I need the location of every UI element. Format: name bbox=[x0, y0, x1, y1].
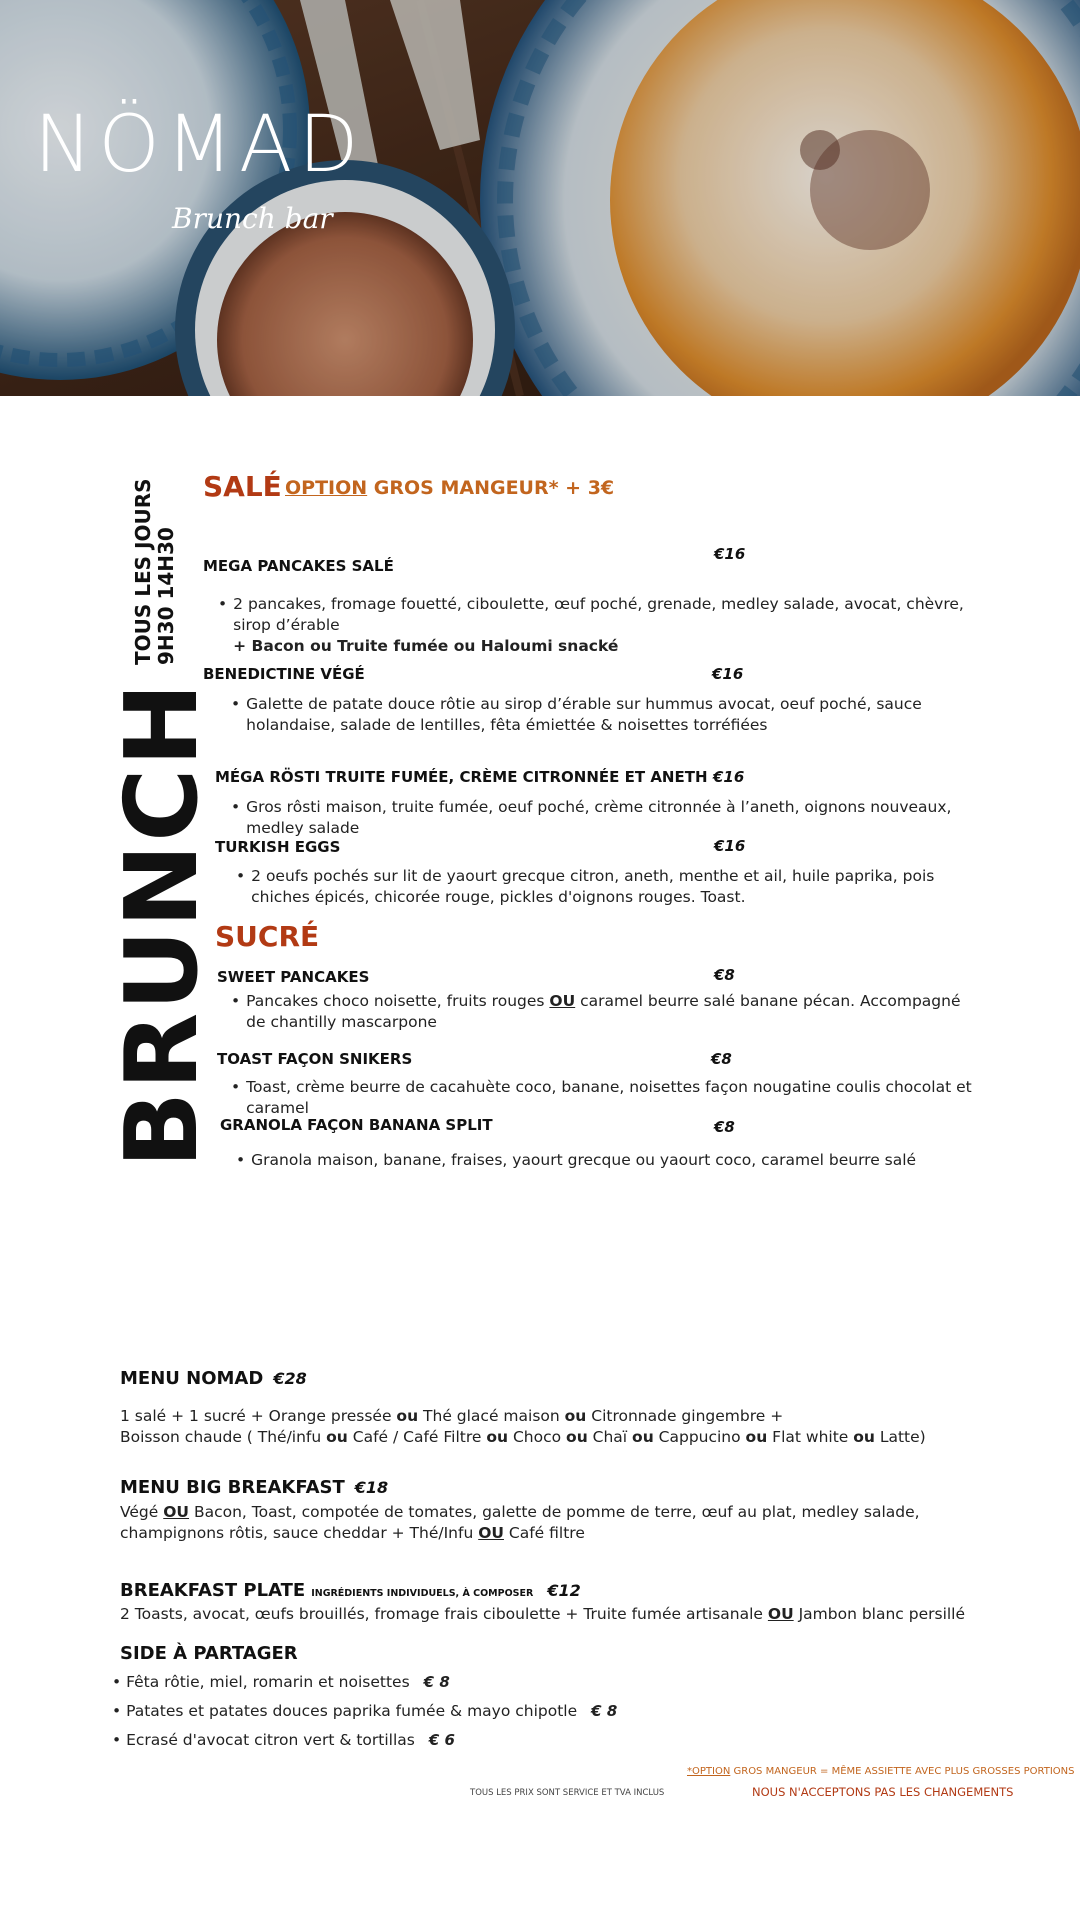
desc-text: Granola maison, banane, fraises, yaourt grecque ou yaourt coco, caramel beurre salé bbox=[251, 1151, 917, 1169]
desc-text: Boisson chaude ( Thé/infu bbox=[120, 1428, 327, 1446]
item-description: • 2 pancakes, fromage fouetté, ciboulette, œuf poché, grenade, medley salade, avocat, chèvre, sirop d’érable + Bacon ou Truite fumée ou Haloumi snacké bbox=[218, 595, 964, 655]
footer-option-word: *OPTION bbox=[687, 1766, 731, 1777]
desc-ou: OU bbox=[478, 1524, 504, 1542]
hours-days: TOUS LES JOURS bbox=[131, 478, 155, 665]
item-description: • Galette de patate douce rôtie au sirop d’érable sur hummus avocat, oeuf poché, sauce holandaise, salade de lentilles, fêta émiettée & noisettes torréfiées bbox=[231, 694, 976, 736]
desc-text: Jambon blanc persillé bbox=[793, 1605, 966, 1623]
desc-text: Café / Café Filtre bbox=[347, 1428, 487, 1446]
desc-ou: ou bbox=[486, 1428, 509, 1446]
side-label: Fêta rôtie, miel, romarin et noisettes bbox=[126, 1673, 410, 1691]
desc-text-2: caramel beurre salé banane pécan. Accompagné de chantilly mascarpone bbox=[246, 992, 961, 1031]
desc-ou: ou bbox=[326, 1428, 348, 1446]
item-description: • Gros rôsti maison, truite fumée, oeuf poché, crème citronnée à l’aneth, oignons nouveaux, medley salade bbox=[231, 797, 991, 839]
sides-title: SIDE À PARTAGER bbox=[120, 1643, 298, 1664]
menu-nomad-heading bbox=[120, 1368, 307, 1389]
hero-photo bbox=[0, 0, 1080, 396]
footer-option-text: GROS MANGEUR = MÊME ASSIETTE AVEC PLUS GROSSES PORTIONS bbox=[730, 1766, 1075, 1777]
footer-tax-note: TOUS LES PRIX SONT SERVICE ET TVA INCLUS bbox=[470, 1788, 665, 1798]
desc-ou: ou bbox=[745, 1428, 768, 1446]
menu-title: MENU NOMAD bbox=[120, 1368, 264, 1389]
desc-text: Choco bbox=[508, 1428, 567, 1446]
item-price: €16 bbox=[714, 545, 746, 563]
desc-ou: ou bbox=[566, 1428, 588, 1446]
item-price: €8 bbox=[714, 966, 735, 984]
desc-text: Végé bbox=[120, 1503, 164, 1521]
desc-text: 2 Toasts, avocat, œufs brouillés, fromage frais ciboulette + Truite fumée artisanale bbox=[120, 1605, 768, 1623]
desc-ou: ou bbox=[564, 1407, 587, 1425]
desc-text: 2 pancakes, fromage fouetté, ciboulette, œuf poché, grenade, medley salade, avocat, chèvre, sirop d’érable bbox=[233, 595, 964, 634]
item-description: • Granola maison, banane, fraises, yaourt grecque ou yaourt coco, caramel beurre salé bbox=[236, 1151, 917, 1169]
desc-text: 2 oeufs pochés sur lit de yaourt grecque citron, aneth, menthe et ail, huile paprika, pois chiches épicés, chicorée rouge, pickles d'oignons rouges. Toast. bbox=[251, 867, 935, 906]
sale-section-title: SALÉ bbox=[203, 470, 282, 503]
menu-big-breakfast-description bbox=[120, 1502, 1010, 1544]
side-price: € 8 bbox=[423, 1673, 450, 1691]
side-item: • Patates et patates douces paprika fumée & mayo chipotle € 8 bbox=[112, 1702, 618, 1720]
menu-nomad-description bbox=[120, 1406, 1020, 1448]
desc-text: Gros rôsti maison, truite fumée, oeuf poché, crème citronnée à l’aneth, oignons nouveaux, medley salade bbox=[246, 798, 952, 837]
logo-tagline: Brunch bar bbox=[172, 202, 333, 235]
option-word: OPTION bbox=[285, 477, 368, 499]
desc-extra: + Bacon ou Truite fumée ou Haloumi snacké bbox=[233, 637, 619, 655]
desc-text: Flat white bbox=[767, 1428, 854, 1446]
item-name: SWEET PANCAKES bbox=[217, 968, 370, 986]
footer-no-changes: NOUS N'ACCEPTONS PAS LES CHANGEMENTS bbox=[752, 1785, 1014, 1799]
item-price: €8 bbox=[711, 1050, 732, 1068]
item-description: • 2 oeufs pochés sur lit de yaourt grecque citron, aneth, menthe et ail, huile paprika, pois chiches épicés, chicorée rouge, pickles d'oignons rouges. Toast. bbox=[236, 866, 981, 908]
side-item: • Fêta rôtie, miel, romarin et noisettes € 8 bbox=[112, 1673, 450, 1691]
option-gros-mangeur bbox=[285, 477, 614, 499]
item-name: MEGA PANCAKES SALÉ bbox=[203, 557, 394, 575]
menu-title: MENU BIG BREAKFAST bbox=[120, 1477, 345, 1498]
desc-text: Cappucino bbox=[653, 1428, 746, 1446]
desc-text: Chaï bbox=[587, 1428, 633, 1446]
logo-wordmark: NÖMAD bbox=[34, 100, 365, 190]
desc-text: Pancakes choco noisette, fruits rouges bbox=[246, 992, 550, 1010]
desc-ou: ou bbox=[853, 1428, 875, 1446]
item-name: BENEDICTINE VÉGÉ bbox=[203, 665, 365, 683]
item-price: €16 bbox=[714, 837, 746, 855]
item-description: • Toast, crème beurre de cacahuète coco, banane, noisettes façon nougatine coulis chocolat et caramel bbox=[231, 1077, 991, 1119]
brunch-title: BRUNCH bbox=[103, 680, 220, 1168]
menu-big-breakfast-heading bbox=[120, 1477, 388, 1498]
opening-hours bbox=[132, 478, 178, 665]
logo bbox=[34, 100, 365, 250]
option-text: GROS MANGEUR* + 3€ bbox=[367, 477, 615, 499]
item-price: €8 bbox=[714, 1118, 735, 1136]
item-description: • Pancakes choco noisette, fruits rouges OU caramel beurre salé banane pécan. Accompagné de chantilly mascarpone bbox=[231, 992, 961, 1031]
desc-text: Galette de patate douce rôtie au sirop d’érable sur hummus avocat, oeuf poché, sauce holandaise, salade de lentilles, fêta émiettée & noisettes torréfiées bbox=[246, 695, 922, 734]
desc-ou: ou bbox=[632, 1428, 654, 1446]
menu-price: €28 bbox=[273, 1369, 307, 1388]
item-name: TURKISH EGGS bbox=[215, 838, 341, 856]
item-name: TOAST FAÇON SNIKERS bbox=[217, 1050, 413, 1068]
desc-text: Citronnade gingembre + bbox=[586, 1407, 784, 1425]
footer-option-note bbox=[687, 1766, 1074, 1777]
menu-title: BREAKFAST PLATE bbox=[120, 1580, 306, 1601]
sucre-section-title: SUCRÉ bbox=[215, 920, 320, 953]
side-item: • Ecrasé d'avocat citron vert & tortillas € 6 bbox=[112, 1731, 455, 1749]
desc-text: Toast, crème beurre de cacahuète coco, banane, noisettes façon nougatine coulis chocolat et caramel bbox=[246, 1078, 972, 1117]
side-label: Patates et patates douces paprika fumée & mayo chipotle bbox=[126, 1702, 578, 1720]
hours-times: 9H30 14H30 bbox=[154, 527, 178, 665]
desc-text: Café filtre bbox=[503, 1524, 585, 1542]
desc-text: Bacon, Toast, compotée de tomates, galette de pomme de terre, œuf au plat, medley salade, champignons rôtis, sauce cheddar + Thé/Infu bbox=[120, 1503, 920, 1542]
desc-text: Latte) bbox=[874, 1428, 926, 1446]
desc-ou: OU bbox=[163, 1503, 190, 1521]
item-name: GRANOLA FAÇON BANANA SPLIT bbox=[220, 1116, 493, 1134]
item-price: €16 bbox=[713, 768, 745, 786]
desc-text: Thé glacé maison bbox=[418, 1407, 565, 1425]
desc-ou: OU bbox=[549, 992, 576, 1010]
menu-price: €18 bbox=[354, 1478, 389, 1497]
item-price: €16 bbox=[712, 665, 744, 683]
side-price: € 8 bbox=[591, 1702, 618, 1720]
breakfast-plate-heading bbox=[120, 1580, 581, 1601]
item-name: MÉGA RÖSTI TRUITE FUMÉE, CRÈME CITRONNÉE ET ANETH bbox=[215, 768, 708, 786]
side-label: Ecrasé d'avocat citron vert & tortillas bbox=[126, 1731, 415, 1749]
desc-text: 1 salé + 1 sucré + Orange pressée bbox=[120, 1407, 397, 1425]
side-price: € 6 bbox=[428, 1731, 455, 1749]
menu-price: €12 bbox=[547, 1581, 581, 1600]
desc-ou: OU bbox=[767, 1605, 794, 1623]
desc-ou: ou bbox=[396, 1407, 419, 1425]
menu-note: INGRÉDIENTS INDIVIDUELS, À COMPOSER bbox=[311, 1588, 534, 1599]
breakfast-plate-description bbox=[120, 1604, 1020, 1625]
